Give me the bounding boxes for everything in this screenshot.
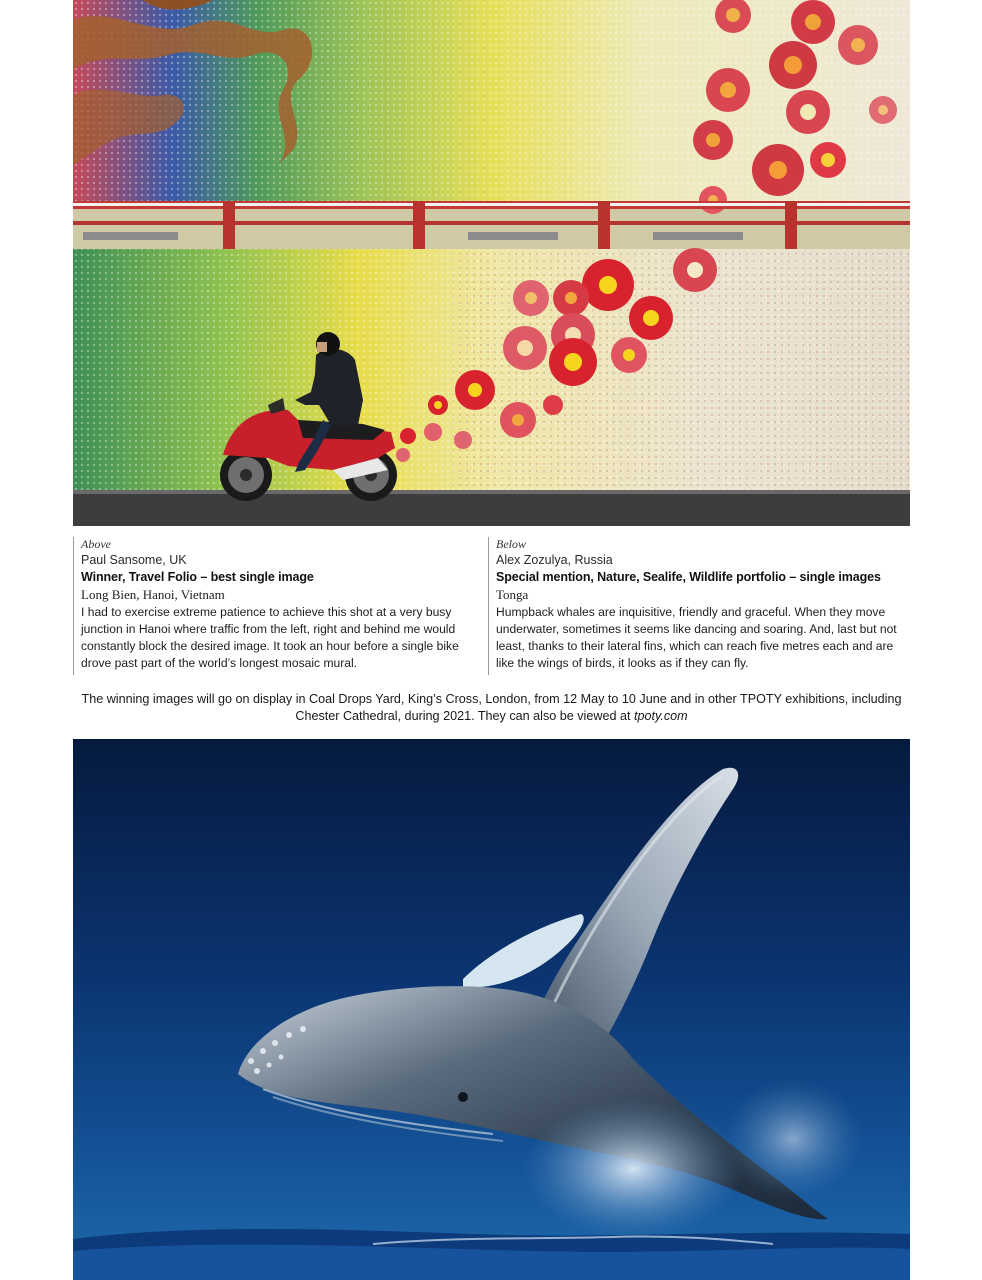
exhibition-note: [73, 691, 910, 725]
caption-location: Long Bien, Hanoi, Vietnam: [81, 587, 225, 602]
caption-body: I had to exercise extreme patience to achieve this shot at a very busy junction in Hanoi where traffic from the left, right and behind me would constantly block the desired image. It took an hour before a single bike drove past part of the world’s longest mosaic mural.: [81, 605, 459, 670]
caption-author: Paul Sansome, UK: [81, 553, 187, 567]
caption-below: [488, 537, 904, 675]
caption-body: Humpback whales are inquisitive, friendly and graceful. When they move underwater, sometimes it seems like dancing and soaring. And, last but not least, thanks to their lateral fins, which can reach five metres each and are like the wings of birds, it looks as if they can fly.: [496, 605, 897, 670]
caption-award: Winner, Travel Folio – best single image: [81, 570, 314, 584]
caption-author: Alex Zozulya, Russia: [496, 553, 613, 567]
caption-award: Special mention, Nature, Sealife, Wildlife portfolio – single images: [496, 570, 881, 584]
caption-above: [73, 537, 489, 675]
website-link[interactable]: tpoty.com: [633, 709, 688, 723]
bottom-photo-humpback-whale: [73, 739, 910, 1280]
caption-position-label: Above: [81, 537, 111, 551]
caption-position-label: Below: [496, 537, 526, 551]
caption-location: Tonga: [496, 587, 529, 602]
top-photo-mural-motorbike: [73, 0, 910, 526]
exhibition-note-text: The winning images will go on display in Coal Drops Yard, King’s Cross, London, from 12 May to 10 June and in other TPOTY exhibitions, including Chester Cathedral, during 2021. They can also be viewed at: [81, 692, 902, 723]
